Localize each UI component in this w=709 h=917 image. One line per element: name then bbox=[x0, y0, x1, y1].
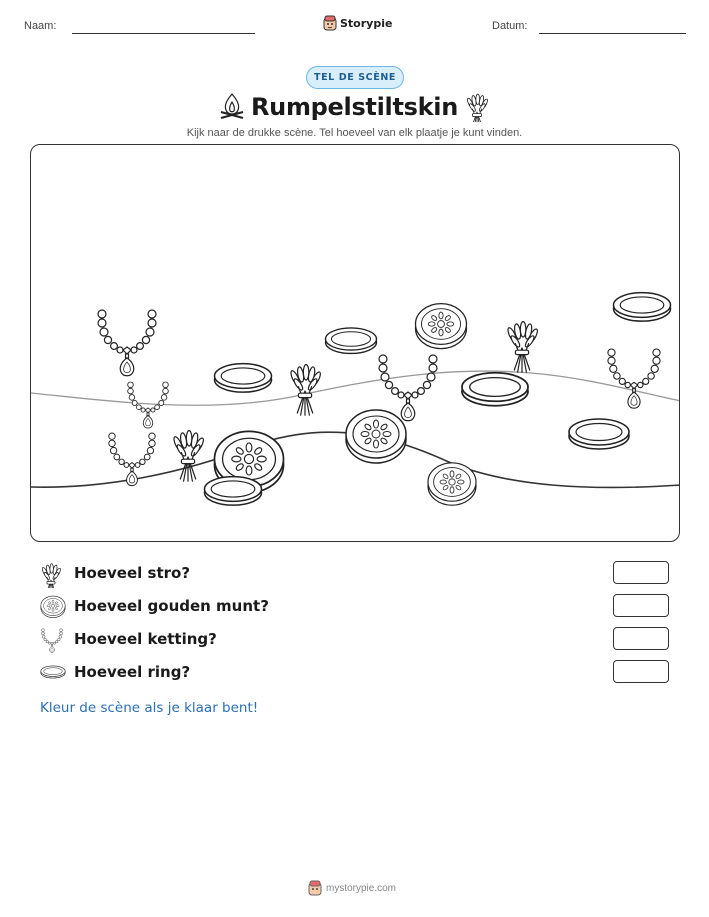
necklace-item bbox=[128, 382, 169, 428]
necklace-item bbox=[608, 349, 660, 408]
gold-coin-item bbox=[428, 463, 476, 505]
footer-url[interactable]: mystorypie.com bbox=[326, 882, 397, 894]
answer-box-gouden-munt[interactable] bbox=[613, 594, 669, 617]
question-text: Hoeveel ring? bbox=[74, 663, 191, 681]
ring-item bbox=[205, 477, 262, 506]
ring-item bbox=[326, 328, 377, 354]
coloring-instruction: Kleur de scène als je klaar bent! bbox=[40, 700, 259, 716]
wheat-bundle-item bbox=[506, 322, 539, 373]
necklace-icon bbox=[40, 628, 64, 654]
badge-label: TEL DE SCÈNE bbox=[314, 72, 396, 83]
question-row-gouden-munt bbox=[40, 595, 670, 619]
storypie-mascot-icon bbox=[308, 880, 322, 896]
answer-box-stro[interactable] bbox=[613, 561, 669, 584]
scene-illustration bbox=[31, 145, 680, 542]
necklace-item bbox=[379, 355, 437, 421]
ring-icon bbox=[40, 661, 66, 683]
brand-logo bbox=[323, 14, 392, 32]
naam-label: Naam: bbox=[24, 20, 57, 32]
activity-badge bbox=[306, 66, 404, 89]
question-text: Hoeveel gouden munt? bbox=[74, 597, 269, 615]
ring-item bbox=[614, 293, 671, 322]
wheat-bundle-icon bbox=[464, 92, 490, 122]
counting-scene bbox=[30, 144, 680, 542]
ring-item bbox=[215, 364, 272, 393]
datum-label: Datum: bbox=[492, 20, 528, 32]
gold-coin-item bbox=[346, 410, 406, 463]
wheat-bundle-item bbox=[289, 365, 322, 416]
storypie-mascot-icon bbox=[323, 15, 337, 31]
page-subtitle: Kijk naar de drukke scène. Tel hoeveel van elk plaatje je kunt vinden. bbox=[186, 127, 523, 139]
question-text: Hoeveel ketting? bbox=[74, 630, 217, 648]
answer-box-ketting[interactable] bbox=[613, 627, 669, 650]
footer bbox=[308, 880, 396, 896]
necklace-item bbox=[98, 310, 156, 376]
question-text: Hoeveel stro? bbox=[74, 564, 191, 582]
ring-item bbox=[569, 419, 629, 449]
necklace-item bbox=[109, 433, 155, 486]
wheat-bundle-item bbox=[172, 431, 205, 482]
ring-item bbox=[462, 373, 528, 406]
gold-coin-item bbox=[416, 304, 467, 349]
page-title: Rumpelstiltskin bbox=[250, 93, 458, 121]
question-row-stro bbox=[40, 562, 670, 586]
naam-input-line[interactable] bbox=[72, 33, 255, 34]
wheat-bundle-icon bbox=[40, 562, 62, 588]
answer-box-ring[interactable] bbox=[613, 660, 669, 683]
gold-coin-icon bbox=[40, 595, 66, 619]
question-row-ketting bbox=[40, 628, 670, 652]
datum-input-line[interactable] bbox=[539, 33, 686, 34]
brand-name: Storypie bbox=[340, 16, 393, 30]
question-row-ring bbox=[40, 661, 670, 685]
